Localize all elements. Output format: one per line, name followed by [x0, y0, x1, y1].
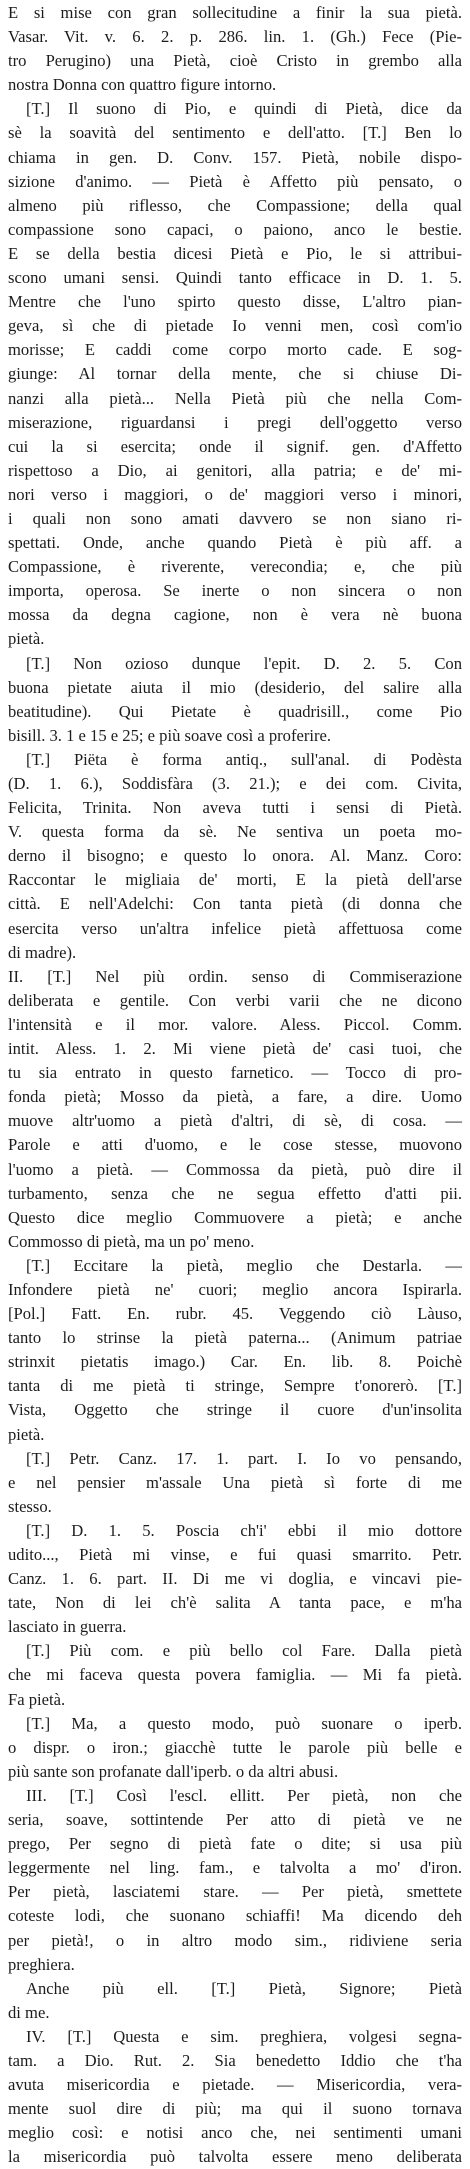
text-line: E se della bestia dicesi Pietà e Pio, le si attribui-	[8, 243, 462, 263]
text-line: beatitudine). Qui Pietate è quadrisill., come Pio	[8, 701, 462, 721]
text-line: Infondere pietà ne' cuori; meglio ancora Ispirarla.	[8, 1279, 462, 1299]
text-line: Mentre che l'uno spirto questo disse, L'altro pian-	[8, 292, 462, 312]
text-line: Vista, Oggetto che stringe il cuore d'un'insolita	[8, 1400, 462, 1420]
text-line: leggermente nel ling. fam., e talvolta a mo' d'iron.	[8, 1858, 462, 1878]
text-line: stesso.	[8, 1496, 52, 1516]
text-line: Vasar. Vit. v. 6. 2. p. 286. lin. 1. (Gh.) Fece (Pie-	[8, 27, 462, 47]
text-line: [Pol.] Fatt. En. rubr. 45. Veggendo ciò Làuso,	[8, 1304, 462, 1324]
text-line: tu sia entrato in questo farnetico. — Tocco di pro-	[8, 1063, 462, 1083]
text-line: importa, operosa. Se inerte o non sincera o non	[8, 581, 462, 601]
text-line: derno il bisogno; e questo lo onora. Al. Manz. Coro:	[8, 846, 462, 866]
text-line: tanto lo strinse la pietà paterna... (Animum patriae	[8, 1328, 462, 1348]
text-line: coteste lodi, che suonano schiaffi! Ma dicendo deh	[8, 1906, 462, 1926]
text-line: cui la si esercita; onde il signif. gen. d'Affetto	[8, 436, 462, 456]
text-line: tanta di me pietà ti stringe, Sempre t'onorerò. [T.]	[8, 1376, 462, 1396]
text-line: esercita verso un'altra infelice pietà affettuosa come	[8, 918, 462, 938]
text-line: tam. a Dio. Rut. 2. Sia benedetto Iddio che t'ha	[8, 2050, 462, 2070]
text-line: [T.] Petr. Canz. 17. 1. part. I. Io vo pensando,	[26, 1448, 462, 1468]
text-line: bisill. 3. 1 e 15 e 25; e più soave così a proferire.	[8, 725, 332, 745]
text-line: Commosso di pietà, ma un po' meno.	[8, 1231, 255, 1251]
text-line: tro Perugino) una Pietà, cioè Cristo in grembo alla	[8, 51, 462, 71]
text-line: [T.] D. 1. 5. Poscia ch'i' ebbi il mio dottore	[26, 1520, 462, 1540]
text-line: nostra Donna con quattro figure intorno.	[8, 75, 277, 95]
text-line: almeno più riflesso, che Compassione; della qual	[8, 195, 462, 215]
text-line: mente suol dire di più; ma qui il suono tornava	[8, 2099, 462, 2119]
text-line: e nel pensier m'assale Una pietà sì forte di me	[8, 1472, 462, 1492]
text-line: avuta misericordia e pietade. — Misericordia, vera-	[8, 2075, 462, 2095]
text-line: Fa pietà.	[8, 1689, 66, 1709]
text-line: rispettoso a Dio, ai genitori, alla patria; e de' mi-	[8, 460, 462, 480]
text-line: fonda pietà; Mosso da pietà, a fare, a dire. Uomo	[8, 1087, 462, 1107]
text-line: spettati. Onde, anche quando Pietà è più aff. a	[8, 533, 462, 553]
text-line: pietà.	[8, 1424, 45, 1444]
text-line: i quali non sono amati davvero se non siano ri-	[8, 508, 462, 528]
text-line: buona pietate aiuta il mio (desiderio, del salire alla	[8, 677, 462, 697]
text-line: la misericordia può talvolta essere meno deliberata	[8, 2147, 462, 2167]
text-line: più sante son profanate dall'iperb. o da altri abusi.	[8, 1761, 339, 1781]
text-line: Per pietà, lasciatemi stare. — Per pietà, smettete	[8, 1882, 462, 1902]
text-line: [T.] Piëta è forma antiq., sull'anal. di Podèsta	[26, 749, 462, 769]
text-line: sè la soavità del sentimento e dell'atto. [T.] Ben lo	[8, 123, 462, 143]
text-line: mossa da degna cagione, non è vera nè buona	[8, 605, 462, 625]
text-line: di me.	[8, 2002, 50, 2022]
text-line: l'uomo a pietà. — Commossa da pietà, può dire il	[8, 1159, 462, 1179]
text-line: E si mise con gran sollecitudine a finir la sua pietà.	[8, 3, 462, 22]
text-line: compassione sono capaci, o paiono, anco le bestie.	[8, 219, 462, 239]
text-line: IV. [T.] Questa e sim. preghiera, volgesi segna-	[26, 2026, 462, 2046]
text-line: preghiera.	[8, 1954, 75, 1974]
text-line: nori verso i maggiori, o de' maggiori verso i minori,	[8, 484, 462, 504]
text-line: V. questa forma da sè. Ne sentiva un poeta mo-	[8, 822, 462, 842]
text-line: (D. 1. 6.), Soddisfàra (3. 21.); e dei com. Civita,	[8, 774, 462, 793]
text-line: [T.] Non ozioso dunque l'epit. D. 2. 5. Con	[26, 653, 462, 673]
text-line: strinxit pietatis imago.) Car. En. lib. 8. Poichè	[8, 1352, 462, 1372]
text-line: Parole e atti d'uomo, e le cose stesse, muovono	[8, 1135, 462, 1155]
text-line: sizione d'animo. — Pietà è Affetto più pensato, o	[8, 171, 462, 191]
text-line: città. E nell'Adelchi: Con tanta pietà (di donna che	[8, 894, 462, 914]
text-line: seria, soave, sottintende Per atto di pietà ve ne	[8, 1810, 462, 1830]
text-line: [T.] Il suono di Pio, e quindi di Pietà, dice da	[26, 99, 462, 119]
text-line: che mi faceva questa povera famiglia. — Mi fa pietà.	[8, 1665, 462, 1685]
text-line: udito..., Pietà mi vinse, e fui quasi smarrito. Petr.	[8, 1545, 462, 1564]
text-line: chiama in gen. D. Conv. 157. Pietà, nobile dispo-	[8, 147, 462, 167]
text-line: di madre).	[8, 942, 77, 962]
text-line: [T.] Eccitare la pietà, meglio che Destarla. —	[26, 1255, 462, 1275]
text-line: prego, Per segno di pietà fate o dite; si usa più	[8, 1834, 462, 1854]
text-line: meglio così: e notisi anco che, nei sentimenti umani	[8, 2123, 462, 2143]
text-line: Canz. 1. 6. part. II. Di me vi doglia, e vincavi pie-	[8, 1569, 462, 1589]
text-line: Questo dice meglio Commuovere a pietà; e anche	[8, 1207, 462, 1227]
text-line: muove altr'uomo a pietà d'altri, di sè, di cosa. —	[8, 1111, 462, 1131]
text-line: [T.] Ma, a questo modo, può suonare o iperb.	[26, 1713, 462, 1733]
text-line: deliberata e gentile. Con verbi varii che ne dicono	[8, 990, 462, 1010]
text-line: miserazione, riguardansi i pregi dell'oggetto verso	[8, 412, 462, 432]
text-line: scono umani sensi. Quindi tanto efficace in D. 1. 5.	[8, 268, 462, 288]
text-line: intit. Aless. 1. 2. Mi viene pietà de' casi tuoi, che	[8, 1039, 462, 1059]
text-line: giunge: Al tornar della mente, che si chiuse Di-	[8, 364, 462, 384]
text-line: o dispr. o iron.; giacchè tutte le parole più belle e	[8, 1737, 462, 1757]
text-line: II. [T.] Nel più ordin. senso di Commiserazione	[8, 966, 462, 986]
text-line: lasciato in guerra.	[8, 1617, 127, 1637]
text-line: Felicita, Trinita. Non aveva tutti i sensi di Pietà.	[8, 798, 462, 818]
text-line: pietà.	[8, 629, 45, 649]
text-line: tate, Non di lei ch'è salita A tanta pace, e m'ha	[8, 1593, 462, 1613]
text-line: Anche più ell. [T.] Pietà, Signore; Pietà	[26, 1978, 462, 1998]
text-line: nanzi alla pietà... Nella Pietà più che nella Com-	[8, 388, 462, 408]
text-line: III. [T.] Così l'escl. ellitt. Per pietà, non che	[26, 1785, 462, 1805]
text-line: Compassione, è riverente, verecondia; e, che più	[8, 557, 462, 577]
text-line: turbamento, senza che ne segua effetto d'atti pii.	[8, 1183, 462, 1203]
text-line: l'intensità e il mor. valore. Aless. Piccol. Comm.	[8, 1014, 462, 1034]
text-line: per pietà!, o in altro modo sim., ridiviene seria	[8, 1930, 462, 1950]
text-line: geva, sì che di pietade Io venni men, così com'io	[8, 316, 462, 336]
text-line: morisse; E caddi come corpo morto cade. E sog-	[8, 340, 462, 360]
text-line: [T.] Più com. e più bello col Fare. Dalla pietà	[26, 1641, 462, 1661]
text-line: Raccontar le migliaia de' morti, E la pietà dell'arse	[8, 870, 462, 890]
